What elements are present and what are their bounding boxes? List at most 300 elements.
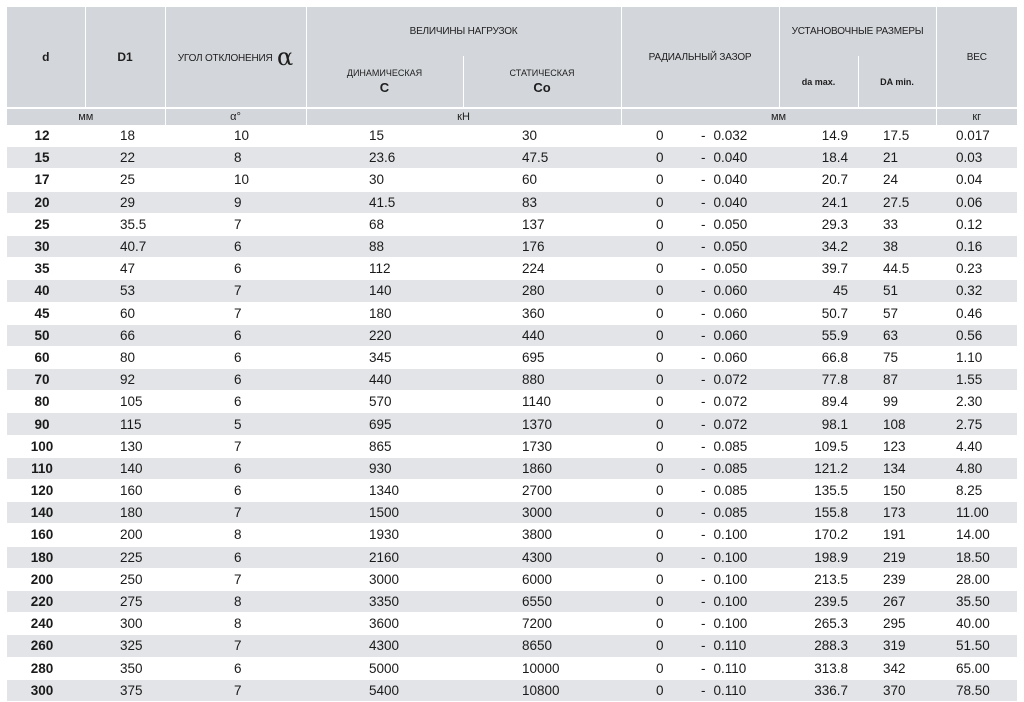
cell-radial-clearance	[621, 191, 779, 213]
cell-dynamic-load: 3350	[306, 590, 463, 612]
radial-dash: -	[701, 327, 706, 343]
cell-static-load: 176	[463, 235, 621, 257]
cell-weight: 0.23	[936, 258, 1017, 280]
radial-max: 0.110	[713, 638, 747, 654]
cell-da-max: 155.8	[779, 502, 858, 524]
cell-DA-min: 191	[858, 524, 936, 546]
cell-angle: 7	[165, 502, 306, 524]
cell-radial-clearance	[621, 258, 779, 280]
radial-max: 0.110	[713, 660, 747, 676]
cell-angle: 7	[165, 568, 306, 590]
cell-radial-clearance	[621, 435, 779, 457]
cell-d1: 160	[85, 480, 165, 502]
cell-weight: 0.46	[936, 302, 1017, 324]
cell-weight: 28.00	[936, 568, 1017, 590]
cell-radial-clearance	[621, 480, 779, 502]
table-row	[7, 391, 1017, 413]
cell-da-max: 50.7	[779, 302, 858, 324]
cell-radial-clearance	[621, 502, 779, 524]
cell-DA-min: 134	[858, 457, 936, 479]
cell-d1: 29	[85, 191, 165, 213]
cell-DA-min: 370	[858, 679, 936, 701]
cell-angle: 7	[165, 302, 306, 324]
table-row	[7, 457, 1017, 479]
table-row	[7, 679, 1017, 701]
table-body	[7, 125, 1017, 701]
radial-dash: -	[701, 660, 706, 676]
cell-weight: 8.25	[936, 480, 1017, 502]
cell-d: 280	[7, 657, 85, 679]
cell-d1: 225	[85, 546, 165, 568]
header-DA-min: DA min.	[858, 56, 936, 108]
cell-angle: 10	[165, 125, 306, 147]
cell-static-load: 83	[463, 191, 621, 213]
radial-max: 0.040	[713, 194, 748, 210]
cell-da-max: 265.3	[779, 613, 858, 635]
header-static-symbol: Co	[533, 80, 551, 95]
cell-DA-min: 51	[858, 280, 936, 302]
cell-radial-clearance	[621, 324, 779, 346]
radial-min: 0	[656, 438, 664, 454]
radial-dash: -	[701, 261, 706, 277]
cell-da-max: 239.5	[779, 590, 858, 612]
radial-max: 0.085	[713, 505, 748, 521]
cell-static-load: 4300	[463, 546, 621, 568]
unit-kg: кг	[936, 108, 1017, 125]
header-d: d	[7, 7, 85, 108]
cell-static-load: 30	[463, 125, 621, 147]
table-row	[7, 258, 1017, 280]
table-row	[7, 191, 1017, 213]
units-row	[7, 108, 1017, 125]
cell-angle: 7	[165, 679, 306, 701]
cell-weight: 14.00	[936, 524, 1017, 546]
cell-dynamic-load: 1930	[306, 524, 463, 546]
radial-dash: -	[701, 616, 706, 632]
cell-radial-clearance	[621, 169, 779, 191]
cell-angle: 6	[165, 546, 306, 568]
cell-weight: 35.50	[936, 590, 1017, 612]
cell-radial-clearance	[621, 613, 779, 635]
cell-d: 300	[7, 679, 85, 701]
cell-da-max: 24.1	[779, 191, 858, 213]
cell-da-max: 198.9	[779, 546, 858, 568]
header-da-max: da max.	[779, 56, 858, 108]
cell-angle: 6	[165, 369, 306, 391]
cell-da-max: 66.8	[779, 346, 858, 368]
cell-da-max: 288.3	[779, 635, 858, 657]
cell-DA-min: 57	[858, 302, 936, 324]
cell-radial-clearance	[621, 346, 779, 368]
radial-min: 0	[656, 261, 664, 277]
table-row	[7, 502, 1017, 524]
cell-weight: 0.16	[936, 235, 1017, 257]
radial-max: 0.072	[713, 416, 748, 432]
cell-d: 80	[7, 391, 85, 413]
cell-radial-clearance	[621, 369, 779, 391]
radial-max: 0.050	[713, 239, 748, 255]
radial-dash: -	[701, 505, 706, 521]
radial-dash: -	[701, 283, 706, 299]
radial-dash: -	[701, 416, 706, 432]
cell-weight: 2.75	[936, 413, 1017, 435]
cell-static-load: 3800	[463, 524, 621, 546]
cell-dynamic-load: 180	[306, 302, 463, 324]
radial-min: 0	[656, 660, 664, 676]
alpha-symbol: α	[277, 43, 294, 71]
cell-radial-clearance	[621, 568, 779, 590]
table-row	[7, 169, 1017, 191]
cell-d1: 130	[85, 435, 165, 457]
cell-da-max: 213.5	[779, 568, 858, 590]
header-angle	[165, 7, 306, 108]
cell-static-load: 2700	[463, 480, 621, 502]
radial-min: 0	[656, 416, 664, 432]
radial-dash: -	[701, 372, 706, 388]
cell-DA-min: 44.5	[858, 258, 936, 280]
cell-d1: 375	[85, 679, 165, 701]
cell-angle: 7	[165, 213, 306, 235]
cell-radial-clearance	[621, 657, 779, 679]
header-dynamic-load	[306, 56, 463, 108]
cell-dynamic-load: 5400	[306, 679, 463, 701]
cell-weight: 40.00	[936, 613, 1017, 635]
cell-d1: 40.7	[85, 235, 165, 257]
cell-d: 12	[7, 125, 85, 147]
bearing-spec-table-wrapper	[7, 7, 1017, 698]
cell-DA-min: 75	[858, 346, 936, 368]
cell-d1: 53	[85, 280, 165, 302]
cell-static-load: 880	[463, 369, 621, 391]
cell-radial-clearance	[621, 413, 779, 435]
cell-dynamic-load: 3000	[306, 568, 463, 590]
cell-angle: 7	[165, 635, 306, 657]
cell-DA-min: 17.5	[858, 125, 936, 147]
cell-DA-min: 24	[858, 169, 936, 191]
cell-weight: 1.10	[936, 346, 1017, 368]
radial-max: 0.085	[713, 460, 748, 476]
radial-min: 0	[656, 327, 664, 343]
table-row	[7, 413, 1017, 435]
table-row	[7, 480, 1017, 502]
cell-da-max: 34.2	[779, 235, 858, 257]
cell-d1: 350	[85, 657, 165, 679]
cell-da-max: 18.4	[779, 147, 858, 169]
radial-min: 0	[656, 372, 664, 388]
cell-d: 50	[7, 324, 85, 346]
cell-da-max: 89.4	[779, 391, 858, 413]
table-row	[7, 568, 1017, 590]
table-row	[7, 546, 1017, 568]
cell-d1: 250	[85, 568, 165, 590]
cell-weight: 1.55	[936, 369, 1017, 391]
cell-d1: 300	[85, 613, 165, 635]
cell-angle: 8	[165, 147, 306, 169]
cell-radial-clearance	[621, 635, 779, 657]
radial-max: 0.110	[713, 682, 747, 698]
radial-max: 0.040	[713, 150, 748, 166]
cell-DA-min: 27.5	[858, 191, 936, 213]
cell-dynamic-load: 41.5	[306, 191, 463, 213]
radial-min: 0	[656, 571, 664, 587]
cell-DA-min: 150	[858, 480, 936, 502]
radial-dash: -	[701, 438, 706, 454]
cell-d: 120	[7, 480, 85, 502]
cell-dynamic-load: 23.6	[306, 147, 463, 169]
cell-dynamic-load: 930	[306, 457, 463, 479]
cell-static-load: 10000	[463, 657, 621, 679]
cell-d: 260	[7, 635, 85, 657]
radial-min: 0	[656, 594, 664, 610]
cell-angle: 6	[165, 391, 306, 413]
unit-mm-dimensions: мм	[621, 108, 936, 125]
cell-weight: 4.80	[936, 457, 1017, 479]
radial-dash: -	[701, 349, 706, 365]
cell-da-max: 14.9	[779, 125, 858, 147]
radial-max: 0.050	[713, 216, 748, 232]
cell-da-max: 170.2	[779, 524, 858, 546]
radial-min: 0	[656, 682, 664, 698]
radial-max: 0.085	[713, 438, 748, 454]
table-row	[7, 235, 1017, 257]
cell-static-load: 47.5	[463, 147, 621, 169]
cell-angle: 8	[165, 613, 306, 635]
cell-DA-min: 173	[858, 502, 936, 524]
table-row	[7, 635, 1017, 657]
cell-dynamic-load: 5000	[306, 657, 463, 679]
cell-weight: 18.50	[936, 546, 1017, 568]
cell-da-max: 45	[779, 280, 858, 302]
radial-max: 0.100	[713, 594, 748, 610]
cell-d1: 105	[85, 391, 165, 413]
radial-dash: -	[701, 172, 706, 188]
cell-DA-min: 99	[858, 391, 936, 413]
radial-max: 0.032	[713, 128, 748, 144]
radial-max: 0.060	[713, 305, 748, 321]
cell-d1: 200	[85, 524, 165, 546]
cell-weight: 78.50	[936, 679, 1017, 701]
cell-d1: 140	[85, 457, 165, 479]
cell-dynamic-load: 2160	[306, 546, 463, 568]
cell-static-load: 1730	[463, 435, 621, 457]
cell-dynamic-load: 865	[306, 435, 463, 457]
cell-dynamic-load: 220	[306, 324, 463, 346]
radial-max: 0.100	[713, 527, 748, 543]
radial-min: 0	[656, 283, 664, 299]
header-static-load	[463, 56, 621, 108]
radial-max: 0.072	[713, 372, 748, 388]
cell-radial-clearance	[621, 590, 779, 612]
cell-d1: 180	[85, 502, 165, 524]
bearing-spec-table	[7, 7, 1017, 702]
header-mounting-dimensions: УСТАНОВОЧНЫЕ РАЗМЕРЫ	[779, 7, 936, 56]
header-weight: ВЕС	[936, 7, 1017, 108]
radial-dash: -	[701, 216, 706, 232]
radial-dash: -	[701, 194, 706, 210]
radial-dash: -	[701, 571, 706, 587]
header-loads: ВЕЛИЧИНЫ НАГРУЗОК	[306, 7, 621, 56]
cell-DA-min: 108	[858, 413, 936, 435]
cell-weight: 0.03	[936, 147, 1017, 169]
cell-d: 40	[7, 280, 85, 302]
cell-dynamic-load: 3600	[306, 613, 463, 635]
cell-da-max: 55.9	[779, 324, 858, 346]
cell-static-load: 6000	[463, 568, 621, 590]
cell-radial-clearance	[621, 457, 779, 479]
cell-radial-clearance	[621, 280, 779, 302]
cell-static-load: 60	[463, 169, 621, 191]
radial-dash: -	[701, 594, 706, 610]
table-row	[7, 213, 1017, 235]
table-row	[7, 524, 1017, 546]
cell-static-load: 7200	[463, 613, 621, 635]
cell-dynamic-load: 30	[306, 169, 463, 191]
cell-dynamic-load: 15	[306, 125, 463, 147]
cell-d1: 275	[85, 590, 165, 612]
cell-d: 160	[7, 524, 85, 546]
cell-d1: 80	[85, 346, 165, 368]
cell-d1: 60	[85, 302, 165, 324]
cell-dynamic-load: 345	[306, 346, 463, 368]
cell-d: 200	[7, 568, 85, 590]
cell-d: 100	[7, 435, 85, 457]
cell-radial-clearance	[621, 391, 779, 413]
radial-dash: -	[701, 460, 706, 476]
cell-DA-min: 219	[858, 546, 936, 568]
unit-kn: кН	[306, 108, 621, 125]
radial-dash: -	[701, 527, 706, 543]
radial-max: 0.060	[713, 349, 748, 365]
cell-DA-min: 21	[858, 147, 936, 169]
header-radial-clearance: РАДИАЛЬНЫЙ ЗАЗОР	[621, 7, 779, 108]
cell-weight: 65.00	[936, 657, 1017, 679]
cell-d: 60	[7, 346, 85, 368]
header-dynamic-label: ДИНАМИЧЕСКАЯ	[346, 68, 423, 78]
cell-da-max: 135.5	[779, 480, 858, 502]
table-row	[7, 369, 1017, 391]
radial-max: 0.060	[713, 283, 748, 299]
radial-max: 0.050	[713, 261, 748, 277]
radial-max: 0.100	[713, 571, 748, 587]
unit-degrees: α°	[165, 108, 306, 125]
header-static-label: СТАТИЧЕСКАЯ	[509, 68, 575, 78]
radial-min: 0	[656, 394, 664, 410]
table-row	[7, 435, 1017, 457]
cell-angle: 10	[165, 169, 306, 191]
table-row	[7, 302, 1017, 324]
radial-dash: -	[701, 483, 706, 499]
cell-weight: 2.30	[936, 391, 1017, 413]
cell-weight: 0.56	[936, 324, 1017, 346]
cell-d1: 35.5	[85, 213, 165, 235]
cell-weight: 0.04	[936, 169, 1017, 191]
cell-d: 15	[7, 147, 85, 169]
table-row	[7, 613, 1017, 635]
cell-dynamic-load: 1340	[306, 480, 463, 502]
cell-d: 140	[7, 502, 85, 524]
radial-dash: -	[701, 305, 706, 321]
cell-DA-min: 239	[858, 568, 936, 590]
radial-dash: -	[701, 128, 706, 144]
radial-dash: -	[701, 638, 706, 654]
cell-da-max: 109.5	[779, 435, 858, 457]
cell-d: 70	[7, 369, 85, 391]
cell-d1: 325	[85, 635, 165, 657]
radial-min: 0	[656, 239, 664, 255]
table-header	[7, 7, 1017, 125]
cell-angle: 6	[165, 657, 306, 679]
cell-d: 17	[7, 169, 85, 191]
cell-static-load: 224	[463, 258, 621, 280]
table-row	[7, 324, 1017, 346]
cell-static-load: 695	[463, 346, 621, 368]
radial-min: 0	[656, 128, 664, 144]
radial-min: 0	[656, 172, 664, 188]
cell-DA-min: 87	[858, 369, 936, 391]
cell-d: 110	[7, 457, 85, 479]
radial-min: 0	[656, 505, 664, 521]
header-dynamic-symbol: C	[379, 80, 390, 95]
cell-d: 90	[7, 413, 85, 435]
cell-static-load: 1370	[463, 413, 621, 435]
cell-d1: 18	[85, 125, 165, 147]
cell-radial-clearance	[621, 546, 779, 568]
radial-dash: -	[701, 682, 706, 698]
cell-angle: 6	[165, 258, 306, 280]
cell-da-max: 77.8	[779, 369, 858, 391]
cell-weight: 0.32	[936, 280, 1017, 302]
cell-da-max: 20.7	[779, 169, 858, 191]
header-d1: D1	[85, 7, 165, 108]
radial-min: 0	[656, 483, 664, 499]
cell-angle: 8	[165, 524, 306, 546]
radial-max: 0.072	[713, 394, 748, 410]
table-row	[7, 657, 1017, 679]
cell-weight: 0.017	[936, 125, 1017, 147]
cell-static-load: 3000	[463, 502, 621, 524]
cell-d1: 92	[85, 369, 165, 391]
cell-radial-clearance	[621, 302, 779, 324]
radial-max: 0.100	[713, 616, 748, 632]
cell-d1: 22	[85, 147, 165, 169]
cell-angle: 7	[165, 435, 306, 457]
radial-min: 0	[656, 460, 664, 476]
cell-static-load: 8650	[463, 635, 621, 657]
cell-dynamic-load: 4300	[306, 635, 463, 657]
cell-dynamic-load: 440	[306, 369, 463, 391]
radial-dash: -	[701, 394, 706, 410]
radial-min: 0	[656, 194, 664, 210]
radial-max: 0.100	[713, 549, 748, 565]
cell-angle: 6	[165, 457, 306, 479]
radial-max: 0.060	[713, 327, 748, 343]
radial-min: 0	[656, 616, 664, 632]
cell-radial-clearance	[621, 125, 779, 147]
cell-dynamic-load: 68	[306, 213, 463, 235]
cell-d: 20	[7, 191, 85, 213]
cell-da-max: 313.8	[779, 657, 858, 679]
cell-angle: 9	[165, 191, 306, 213]
cell-static-load: 280	[463, 280, 621, 302]
cell-radial-clearance	[621, 679, 779, 701]
cell-d: 220	[7, 590, 85, 612]
cell-DA-min: 267	[858, 590, 936, 612]
cell-d: 240	[7, 613, 85, 635]
header-angle-label: УГОЛ ОТКЛОНЕНИЯ	[177, 53, 273, 65]
cell-dynamic-load: 88	[306, 235, 463, 257]
cell-dynamic-load: 112	[306, 258, 463, 280]
cell-static-load: 1140	[463, 391, 621, 413]
